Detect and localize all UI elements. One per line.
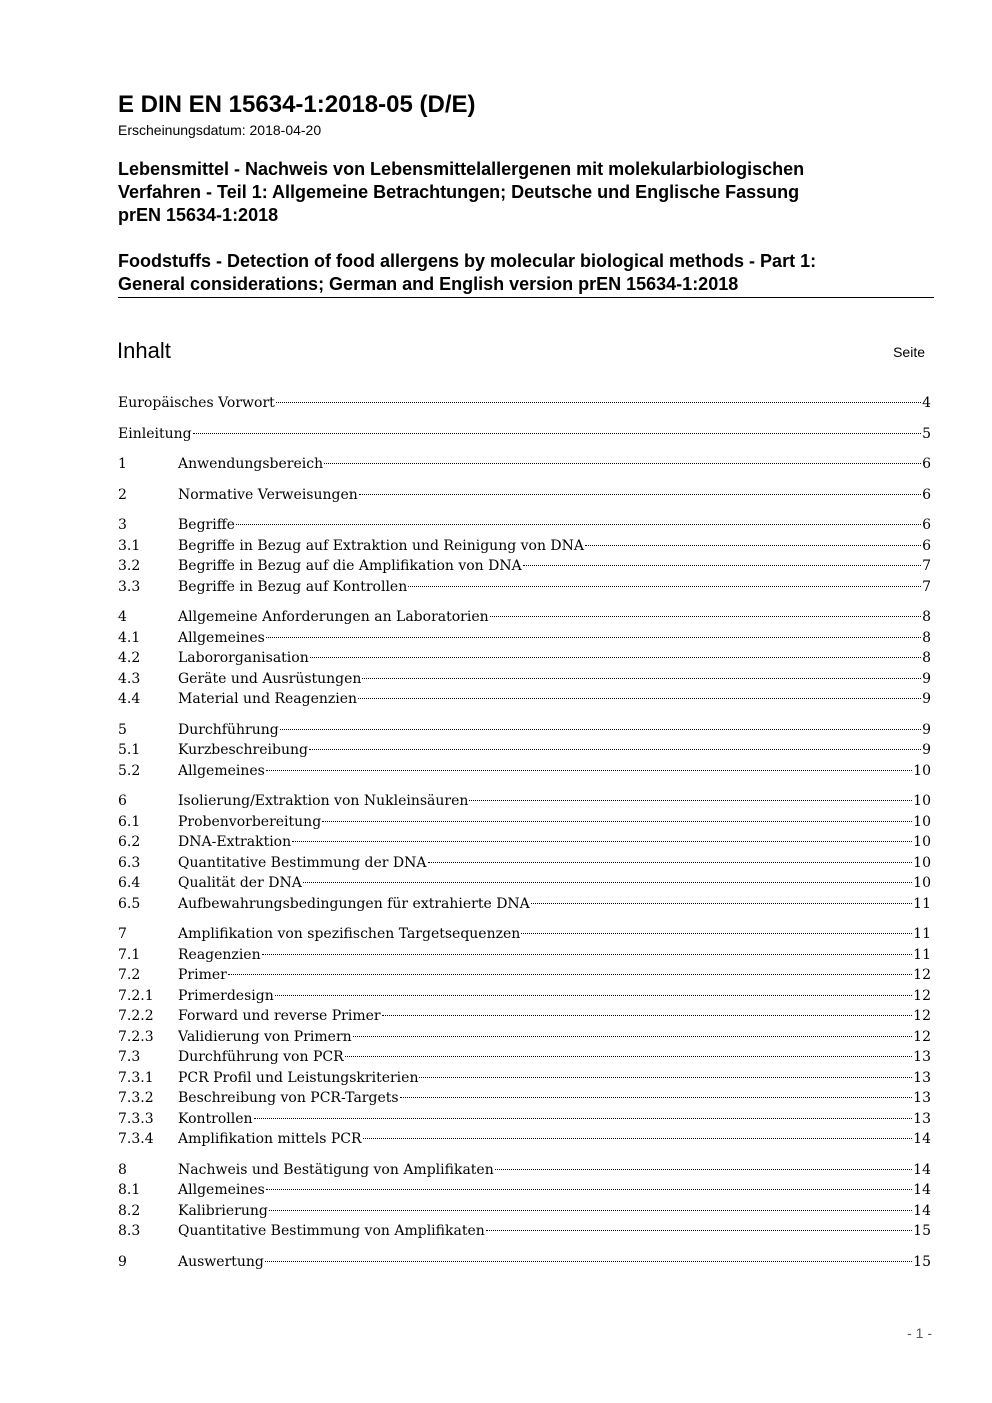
toc-entry-title: Primer bbox=[178, 967, 227, 983]
toc-dot-leader bbox=[262, 954, 913, 955]
toc-entry-page: 10 bbox=[913, 854, 931, 871]
toc-entry-page: 10 bbox=[913, 813, 931, 830]
toc-entry-number: 8 bbox=[118, 1161, 127, 1178]
toc-entry-title: Allgemeines bbox=[178, 629, 265, 646]
toc-entry-title: Quantitative Bestimmung der DNA bbox=[178, 854, 427, 871]
toc-dot-leader bbox=[523, 565, 921, 566]
toc-entry-title: Forward und reverse Primer bbox=[178, 1008, 381, 1024]
toc-entry[interactable] bbox=[118, 628, 931, 649]
toc-entry-page: 15 bbox=[913, 1223, 931, 1239]
english-title-line: Foodstuffs - Detection of food allergens by molecular biological methods - Part 1: bbox=[118, 251, 817, 271]
toc-entry-title: Validierung von Primern bbox=[178, 1028, 352, 1045]
toc-entry[interactable] bbox=[118, 945, 931, 966]
toc-dot-leader bbox=[280, 729, 921, 730]
toc-entry[interactable] bbox=[118, 1047, 931, 1068]
toc-dot-leader bbox=[310, 657, 921, 658]
toc-entry-number: 3 bbox=[118, 517, 127, 533]
toc-entry-title: Kontrollen bbox=[178, 1110, 253, 1127]
toc-entry-title: Anwendungsbereich bbox=[178, 456, 324, 472]
toc-entry-title: Auswertung bbox=[178, 1253, 264, 1270]
toc-entry[interactable] bbox=[118, 485, 931, 506]
toc-dot-leader bbox=[236, 524, 921, 525]
toc-entry-title: Durchführung bbox=[178, 721, 279, 738]
toc-entry-page: 12 bbox=[913, 1028, 931, 1045]
toc-dot-leader bbox=[228, 974, 912, 975]
toc-entry-title: Durchführung von PCR bbox=[178, 1049, 344, 1065]
toc-entry-number: 5.1 bbox=[118, 742, 141, 758]
toc-entry-number: 6.1 bbox=[118, 813, 141, 830]
toc-entry-page: 9 bbox=[922, 721, 931, 738]
english-title bbox=[118, 250, 938, 296]
toc-entry-title: Einleitung bbox=[118, 425, 192, 442]
toc-entry-number: 3.2 bbox=[118, 558, 141, 574]
toc-entry-number: 7.2 bbox=[118, 967, 141, 983]
toc-entry-title: Qualität der DNA bbox=[178, 875, 302, 891]
toc-entry-title: Labororganisation bbox=[178, 650, 309, 666]
toc-entry-page: 14 bbox=[913, 1182, 931, 1198]
toc-dot-leader bbox=[382, 1015, 913, 1016]
toc-dot-leader bbox=[400, 1097, 913, 1098]
page-number: - 1 - bbox=[907, 1325, 932, 1341]
toc-dot-leader bbox=[358, 698, 921, 699]
toc-entry-page: 14 bbox=[913, 1202, 931, 1219]
toc-entry-number: 7.3.1 bbox=[118, 1069, 154, 1086]
toc-entry-title: Kalibrierung bbox=[178, 1202, 268, 1219]
toc-entry-title: Normative Verweisungen bbox=[178, 486, 358, 503]
toc-entry-number: 7.2.1 bbox=[118, 987, 154, 1004]
toc-entry-title: Material und Reagenzien bbox=[178, 691, 358, 707]
toc-entry-page: 10 bbox=[913, 834, 931, 850]
toc-entry-page: 9 bbox=[922, 691, 931, 707]
toc-dot-leader bbox=[495, 1169, 912, 1170]
toc-entry[interactable] bbox=[118, 1160, 931, 1181]
publication-date: Erscheinungsdatum: 2018-04-20 bbox=[118, 122, 322, 138]
toc-entry[interactable] bbox=[118, 965, 931, 986]
toc-entry[interactable] bbox=[118, 791, 931, 812]
toc-dot-leader bbox=[362, 678, 921, 679]
toc-entry[interactable] bbox=[118, 454, 931, 475]
toc-entry[interactable] bbox=[118, 894, 931, 915]
toc-dot-leader bbox=[275, 995, 912, 996]
toc-entry-page: 10 bbox=[913, 793, 931, 809]
toc-dot-leader bbox=[266, 637, 921, 638]
toc-entry-page: 10 bbox=[913, 762, 931, 779]
toc-entry-page: 11 bbox=[913, 946, 931, 963]
toc-entry-number: 8.3 bbox=[118, 1223, 141, 1239]
toc-entry-page: 11 bbox=[913, 926, 931, 942]
toc-entry-number: 7.2.2 bbox=[118, 1008, 154, 1024]
toc-entry[interactable] bbox=[118, 689, 931, 710]
toc-dot-leader bbox=[521, 933, 912, 934]
toc-entry-page: 9 bbox=[922, 670, 931, 687]
toc-entry-page: 7 bbox=[922, 578, 931, 595]
toc-entry-number: 6.2 bbox=[118, 834, 141, 850]
toc-dot-leader bbox=[428, 862, 913, 863]
toc-entry-page: 11 bbox=[913, 895, 931, 912]
toc-entry-title: Isolierung/Extraktion von Nukleinsäuren bbox=[178, 793, 469, 809]
toc-entry-page: 15 bbox=[913, 1253, 931, 1270]
toc-entry[interactable] bbox=[118, 1129, 931, 1150]
toc-entry-page: 5 bbox=[922, 425, 931, 442]
toc-dot-leader bbox=[324, 463, 921, 464]
toc-entry-number: 8.2 bbox=[118, 1202, 141, 1219]
toc-entry-title: Beschreibung von PCR-Targets bbox=[178, 1090, 399, 1106]
german-title-line: Lebensmittel - Nachweis von Lebensmittelallergenen mit molekularbiologischen bbox=[118, 159, 805, 179]
toc-entry-number: 7.3.4 bbox=[118, 1131, 154, 1147]
toc-entry-title: Amplifikation mittels PCR bbox=[178, 1131, 362, 1147]
toc-entry-page: 8 bbox=[922, 650, 931, 666]
toc-entry[interactable] bbox=[118, 1027, 931, 1048]
toc-entry-title: DNA-Extraktion bbox=[178, 834, 292, 850]
toc-entry-title: Amplifikation von spezifischen Targetsequenzen bbox=[178, 926, 521, 942]
toc-dot-leader bbox=[359, 494, 921, 495]
toc-entry-title: Allgemeine Anforderungen an Laboratorien bbox=[178, 609, 489, 625]
toc-entry-page: 6 bbox=[922, 517, 931, 533]
toc-entry[interactable] bbox=[118, 536, 931, 557]
toc-dot-leader bbox=[265, 1261, 912, 1262]
toc-dot-leader bbox=[309, 749, 921, 750]
toc-entry-number: 5.2 bbox=[118, 762, 141, 779]
toc-entry-title: Geräte und Ausrüstungen bbox=[178, 670, 362, 687]
toc-entry-title: Begriffe bbox=[178, 517, 235, 533]
toc-dot-leader bbox=[322, 821, 912, 822]
toc-dot-leader bbox=[193, 433, 922, 434]
toc-entry[interactable] bbox=[118, 740, 931, 761]
toc-entry[interactable] bbox=[118, 761, 931, 782]
toc-dot-leader bbox=[408, 586, 921, 587]
toc-entry-number: 6.5 bbox=[118, 895, 141, 912]
toc-entry[interactable] bbox=[118, 556, 931, 577]
toc-entry-number: 9 bbox=[118, 1253, 127, 1270]
toc-dot-leader bbox=[585, 545, 921, 546]
toc-entry-number: 6.4 bbox=[118, 875, 141, 891]
toc-entry-number: 5 bbox=[118, 721, 127, 738]
toc-entry-title: Probenvorbereitung bbox=[178, 813, 322, 830]
toc-entry-page: 6 bbox=[922, 486, 931, 503]
toc-entry-page: 9 bbox=[922, 742, 931, 758]
toc-entry-number: 7.1 bbox=[118, 946, 141, 963]
toc-dot-leader bbox=[266, 770, 912, 771]
toc-entry-number: 7 bbox=[118, 926, 127, 942]
toc-entry[interactable] bbox=[118, 1109, 931, 1130]
toc-entry-page: 8 bbox=[922, 629, 931, 646]
german-title bbox=[118, 158, 938, 227]
toc-entry-number: 3.3 bbox=[118, 578, 141, 595]
page-column-label: Seite bbox=[893, 344, 925, 360]
toc-entry-title: Nachweis und Bestätigung von Amplifikaten bbox=[178, 1161, 494, 1178]
toc-entry-page: 14 bbox=[913, 1161, 931, 1178]
german-title-line: prEN 15634-1:2018 bbox=[118, 205, 279, 225]
toc-entry-number: 7.3.3 bbox=[118, 1110, 154, 1127]
toc-entry-page: 13 bbox=[913, 1110, 931, 1127]
toc-dot-leader bbox=[292, 841, 912, 842]
toc-dot-leader bbox=[303, 882, 912, 883]
toc-entry-page: 6 bbox=[922, 537, 931, 554]
toc-entry-number: 4 bbox=[118, 609, 127, 625]
toc-entry-number: 4.4 bbox=[118, 691, 141, 707]
toc-entry-title: Begriffe in Bezug auf Kontrollen bbox=[178, 578, 408, 595]
english-title-line: General considerations; German and English version prEN 15634-1:2018 bbox=[118, 274, 739, 294]
toc-entry[interactable] bbox=[118, 924, 931, 945]
toc-entry-number: 8.1 bbox=[118, 1182, 141, 1198]
toc-dot-leader bbox=[419, 1077, 912, 1078]
toc-entry-number: 2 bbox=[118, 486, 127, 503]
toc-entry-title: Europäisches Vorwort bbox=[118, 395, 275, 411]
toc-entry-title: Begriffe in Bezug auf die Amplifikation von DNA bbox=[178, 558, 522, 574]
german-title-line: Verfahren - Teil 1: Allgemeine Betrachtungen; Deutsche und Englische Fassung bbox=[118, 182, 800, 202]
toc-entry[interactable] bbox=[118, 669, 931, 690]
toc-entry-title: Reagenzien bbox=[178, 946, 261, 963]
toc-entry-page: 13 bbox=[913, 1069, 931, 1086]
toc-entry-title: Aufbewahrungsbedingungen für extrahierte DNA bbox=[178, 895, 530, 912]
toc-dot-leader bbox=[531, 903, 912, 904]
toc-entry[interactable] bbox=[118, 607, 931, 628]
toc-entry-page: 4 bbox=[922, 395, 931, 411]
toc-entry-page: 10 bbox=[913, 875, 931, 891]
toc-entry-title: Allgemeines bbox=[178, 762, 265, 779]
toc-entry[interactable] bbox=[118, 515, 931, 536]
toc-heading: Inhalt bbox=[117, 338, 171, 363]
toc-entry[interactable] bbox=[118, 1088, 931, 1109]
toc-entry[interactable] bbox=[118, 1068, 931, 1089]
toc-dot-leader bbox=[469, 800, 912, 801]
table-of-contents bbox=[118, 393, 931, 1272]
toc-entry-number: 1 bbox=[118, 456, 127, 472]
toc-entry[interactable] bbox=[118, 1006, 931, 1027]
toc-dot-leader bbox=[353, 1036, 913, 1037]
toc-entry-title: Kurzbeschreibung bbox=[178, 742, 308, 758]
toc-entry-number: 4.1 bbox=[118, 629, 141, 646]
toc-entry-number: 7.3 bbox=[118, 1049, 141, 1065]
toc-entry-title: Begriffe in Bezug auf Extraktion und Reinigung von DNA bbox=[178, 537, 585, 554]
toc-entry-number: 7.3.2 bbox=[118, 1090, 154, 1106]
toc-entry[interactable] bbox=[118, 1201, 931, 1222]
toc-entry-page: 13 bbox=[913, 1049, 931, 1065]
toc-entry-page: 12 bbox=[913, 1008, 931, 1024]
toc-entry[interactable] bbox=[118, 853, 931, 874]
toc-dot-leader bbox=[266, 1189, 912, 1190]
toc-dot-leader bbox=[254, 1118, 913, 1119]
toc-entry[interactable] bbox=[118, 577, 931, 598]
toc-entry[interactable] bbox=[118, 1221, 931, 1242]
toc-entry[interactable] bbox=[118, 832, 931, 853]
toc-entry-page: 7 bbox=[922, 558, 931, 574]
toc-entry[interactable] bbox=[118, 873, 931, 894]
toc-entry-title: Allgemeines bbox=[178, 1182, 265, 1198]
toc-entry-page: 8 bbox=[922, 609, 931, 625]
toc-entry-page: 12 bbox=[913, 987, 931, 1004]
toc-entry-number: 7.2.3 bbox=[118, 1028, 154, 1045]
toc-entry-number: 4.3 bbox=[118, 670, 141, 687]
toc-dot-leader bbox=[276, 402, 921, 403]
toc-entry-number: 3.1 bbox=[118, 537, 141, 554]
toc-dot-leader bbox=[486, 1230, 912, 1231]
toc-entry-page: 6 bbox=[922, 456, 931, 472]
toc-entry-page: 13 bbox=[913, 1090, 931, 1106]
toc-entry[interactable] bbox=[118, 720, 931, 741]
toc-entry-number: 4.2 bbox=[118, 650, 141, 666]
toc-entry-title: Primerdesign bbox=[178, 987, 274, 1004]
toc-entry[interactable] bbox=[118, 986, 931, 1007]
toc-dot-leader bbox=[363, 1138, 913, 1139]
toc-entry-page: 12 bbox=[913, 967, 931, 983]
toc-entry-number: 6 bbox=[118, 793, 127, 809]
toc-entry[interactable] bbox=[118, 648, 931, 669]
toc-entry-title: Quantitative Bestimmung von Amplifikaten bbox=[178, 1223, 485, 1239]
toc-entry[interactable] bbox=[118, 424, 931, 445]
document-title: E DIN EN 15634-1:2018-05 (D/E) bbox=[118, 91, 476, 118]
toc-entry-number: 6.3 bbox=[118, 854, 141, 871]
toc-entry-title: PCR Profil und Leistungskriterien bbox=[178, 1069, 419, 1086]
toc-entry[interactable] bbox=[118, 812, 931, 833]
toc-dot-leader bbox=[490, 616, 921, 617]
toc-entry[interactable] bbox=[118, 1180, 931, 1201]
title-divider bbox=[118, 297, 934, 298]
toc-dot-leader bbox=[269, 1210, 912, 1211]
toc-entry-page: 14 bbox=[913, 1131, 931, 1147]
toc-entry[interactable] bbox=[118, 393, 931, 414]
toc-dot-leader bbox=[345, 1056, 913, 1057]
toc-entry[interactable] bbox=[118, 1252, 931, 1273]
